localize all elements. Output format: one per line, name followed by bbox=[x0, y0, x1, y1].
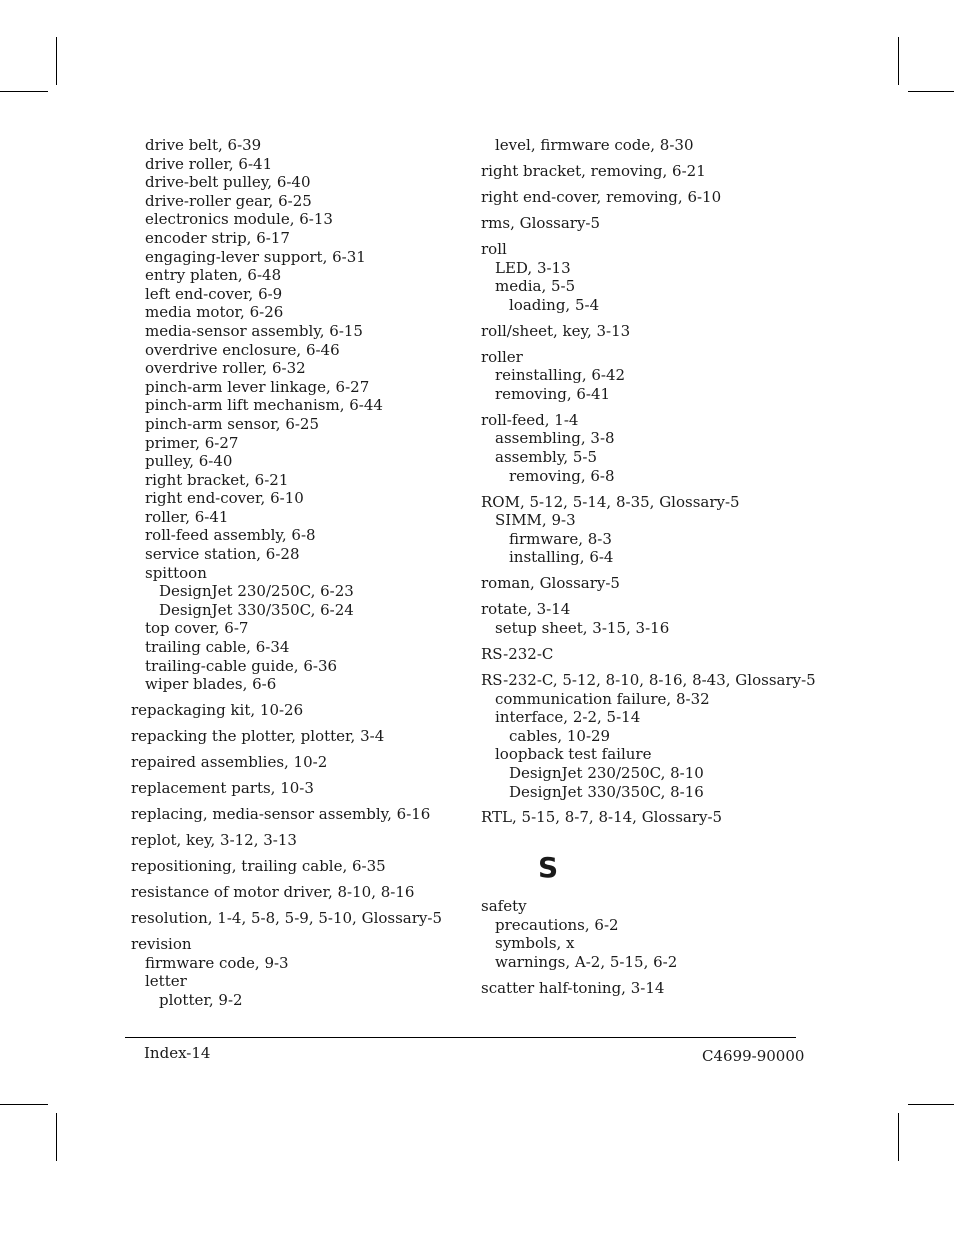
index-entry: trailing-cable guide, 6-36 bbox=[145, 656, 338, 675]
crop-mark-top-left-horizontal bbox=[0, 91, 48, 92]
footer-page-label: Index-14 bbox=[144, 1044, 211, 1062]
index-entry: letter bbox=[145, 972, 187, 991]
index-entry: revision bbox=[131, 935, 192, 954]
index-entry: repacking the plotter, plotter, 3-4 bbox=[131, 727, 385, 746]
index-entry: roll bbox=[481, 239, 507, 258]
index-entry: repackaging kit, 10-26 bbox=[131, 701, 304, 720]
index-entry: DesignJet 330/350C, 8-16 bbox=[509, 782, 704, 801]
index-entry: right end-cover, removing, 6-10 bbox=[481, 187, 722, 206]
crop-mark-bottom-left-horizontal bbox=[0, 1104, 48, 1105]
index-entry: scatter half-toning, 3-14 bbox=[481, 978, 665, 997]
index-entry: pinch-arm sensor, 6-25 bbox=[145, 414, 320, 433]
index-entry: removing, 6-8 bbox=[509, 466, 615, 485]
index-entry: SIMM, 9-3 bbox=[495, 511, 576, 530]
index-entry: repositioning, trailing cable, 6-35 bbox=[131, 857, 386, 876]
index-entry: rotate, 3-14 bbox=[481, 600, 571, 619]
index-entry: roll-feed assembly, 6-8 bbox=[145, 526, 316, 545]
index-entry: installing, 6-4 bbox=[509, 548, 614, 567]
index-entry: safety bbox=[481, 897, 527, 916]
index-entry: RS-232-C bbox=[481, 644, 554, 663]
index-entry: drive-roller gear, 6-25 bbox=[145, 191, 312, 210]
index-entries-s bbox=[481, 897, 811, 997]
index-entry: top cover, 6-7 bbox=[145, 619, 249, 638]
index-entry: pinch-arm lever linkage, 6-27 bbox=[145, 377, 370, 396]
index-entry: entry platen, 6-48 bbox=[145, 266, 282, 285]
index-entry: replot, key, 3-12, 3-13 bbox=[131, 831, 297, 850]
index-entry: RTL, 5-15, 8-7, 8-14, Glossary-5 bbox=[481, 808, 723, 827]
crop-mark-bottom-right-horizontal bbox=[908, 1104, 954, 1105]
index-entry: trailing cable, 6-34 bbox=[145, 638, 290, 657]
index-entry: DesignJet 230/250C, 8-10 bbox=[509, 763, 704, 782]
index-entry: firmware, 8-3 bbox=[509, 529, 612, 548]
index-entry: resistance of motor driver, 8-10, 8-16 bbox=[131, 883, 415, 902]
index-entry: removing, 6-41 bbox=[495, 384, 611, 403]
crop-mark-top-left-vertical bbox=[56, 37, 57, 85]
index-entry: roller bbox=[481, 347, 523, 366]
index-entry: roll/sheet, key, 3-13 bbox=[481, 321, 631, 340]
index-entry: right end-cover, 6-10 bbox=[145, 489, 304, 508]
index-entry: overdrive enclosure, 6-46 bbox=[145, 340, 340, 359]
footer-doc-number: C4699-90000 bbox=[702, 1047, 805, 1065]
index-entry: drive belt, 6-39 bbox=[145, 136, 262, 154]
index-entry: roll-feed, 1-4 bbox=[481, 410, 579, 429]
index-entry: DesignJet 330/350C, 6-24 bbox=[159, 600, 354, 619]
index-entry: symbols, x bbox=[495, 934, 575, 953]
index-entry: precautions, 6-2 bbox=[495, 915, 619, 934]
index-entry: plotter, 9-2 bbox=[159, 990, 243, 1009]
index-entry: assembling, 3-8 bbox=[495, 429, 615, 448]
index-entry: level, firmware code, 8-30 bbox=[495, 136, 694, 154]
index-entry: left end-cover, 6-9 bbox=[145, 284, 283, 303]
index-column-left bbox=[131, 136, 461, 1009]
index-entry: pulley, 6-40 bbox=[145, 452, 233, 471]
crop-mark-bottom-right-vertical bbox=[898, 1113, 899, 1161]
index-entry: service station, 6-28 bbox=[145, 545, 300, 564]
footer-rule bbox=[125, 1037, 796, 1038]
index-entry: primer, 6-27 bbox=[145, 433, 239, 452]
index-entry: repaired assemblies, 10-2 bbox=[131, 753, 328, 772]
index-entry: rms, Glossary-5 bbox=[481, 213, 601, 232]
index-entry: encoder strip, 6-17 bbox=[145, 228, 290, 247]
index-entry: assembly, 5-5 bbox=[495, 448, 598, 467]
index-entry: communication failure, 8-32 bbox=[495, 689, 710, 708]
index-entry: pinch-arm lift mechanism, 6-44 bbox=[145, 396, 383, 415]
index-entry: ROM, 5-12, 5-14, 8-35, Glossary-5 bbox=[481, 492, 740, 511]
index-entry: DesignJet 230/250C, 6-23 bbox=[159, 582, 354, 601]
index-entry: interface, 2-2, 5-14 bbox=[495, 708, 641, 727]
index-entry: reinstalling, 6-42 bbox=[495, 366, 626, 385]
index-entry: setup sheet, 3-15, 3-16 bbox=[495, 618, 670, 637]
index-entry: RS-232-C, 5-12, 8-10, 8-16, 8-43, Glossary-5 bbox=[481, 670, 816, 689]
section-letter-heading: S bbox=[538, 851, 559, 885]
index-entry: wiper blades, 6-6 bbox=[145, 675, 277, 694]
index-entry: roller, 6-41 bbox=[145, 507, 229, 526]
index-entry: media motor, 6-26 bbox=[145, 303, 284, 322]
index-entry: resolution, 1-4, 5-8, 5-9, 5-10, Glossary-5 bbox=[131, 909, 443, 928]
index-entry: spittoon bbox=[145, 563, 207, 582]
index-column-right bbox=[481, 136, 816, 997]
index-entry: drive roller, 6-41 bbox=[145, 154, 273, 173]
index-entry: media, 5-5 bbox=[495, 277, 576, 296]
crop-mark-bottom-left-vertical bbox=[56, 1113, 57, 1161]
index-entries-r bbox=[481, 136, 816, 827]
index-entry: loopback test failure bbox=[495, 745, 652, 764]
index-entry: cables, 10-29 bbox=[509, 726, 611, 745]
index-entry: firmware code, 9-3 bbox=[145, 953, 289, 972]
index-entry: media-sensor assembly, 6-15 bbox=[145, 321, 363, 340]
index-entry: replacement parts, 10-3 bbox=[131, 779, 314, 798]
crop-mark-top-right-horizontal bbox=[908, 91, 954, 92]
index-entry: overdrive roller, 6-32 bbox=[145, 359, 306, 378]
index-entry: replacing, media-sensor assembly, 6-16 bbox=[131, 805, 431, 824]
index-entry: electronics module, 6-13 bbox=[145, 210, 333, 229]
index-entry: roman, Glossary-5 bbox=[481, 574, 620, 593]
index-entry: right bracket, removing, 6-21 bbox=[481, 161, 706, 180]
index-entry: warnings, A-2, 5-15, 6-2 bbox=[495, 952, 678, 971]
index-entry: right bracket, 6-21 bbox=[145, 470, 289, 489]
index-entry: engaging-lever support, 6-31 bbox=[145, 247, 366, 266]
crop-mark-top-right-vertical bbox=[898, 37, 899, 85]
index-entry: loading, 5-4 bbox=[509, 295, 600, 314]
index-entry: drive-belt pulley, 6-40 bbox=[145, 173, 311, 192]
index-entry: LED, 3-13 bbox=[495, 258, 571, 277]
